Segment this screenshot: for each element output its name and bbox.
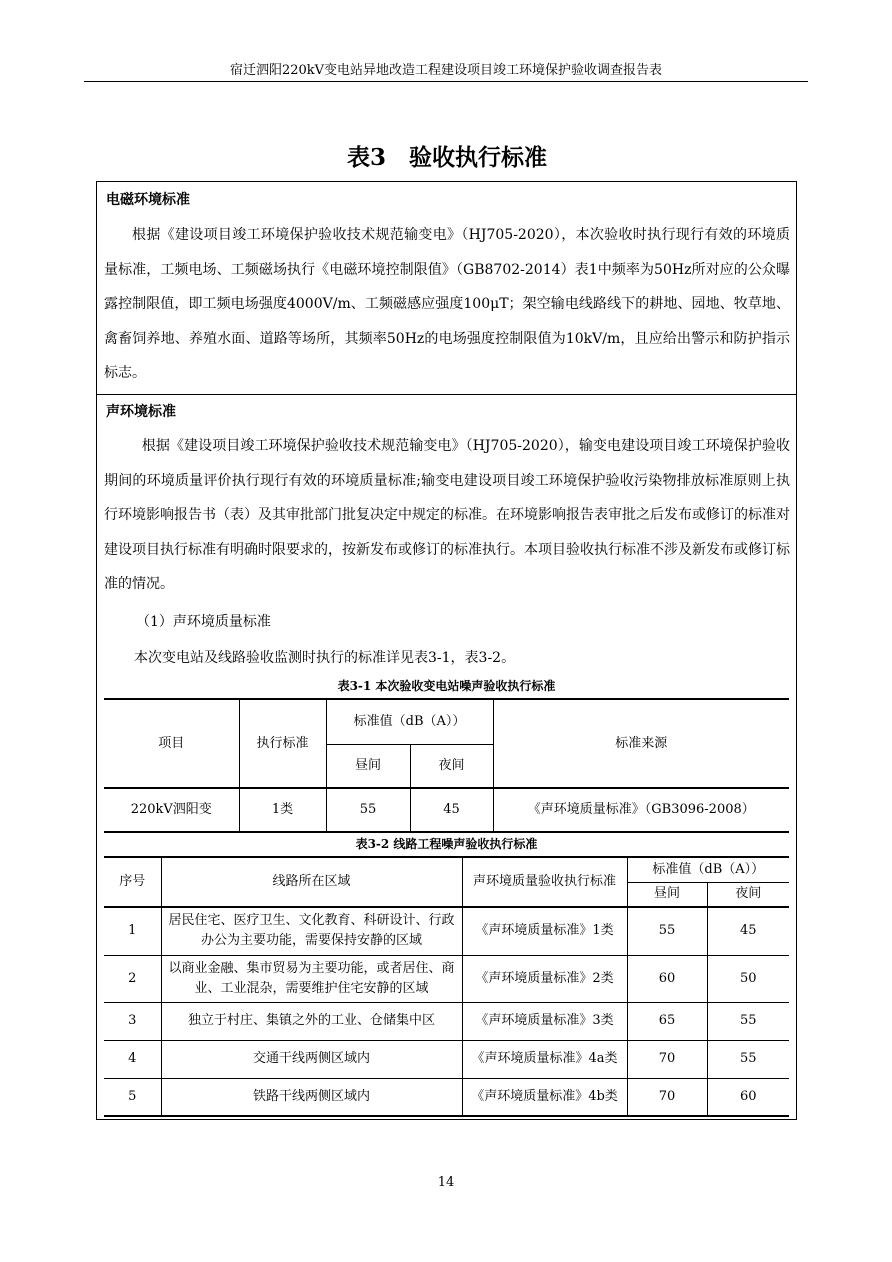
table2-cell-area: 铁路干线两侧区域内 [161, 1078, 462, 1116]
table2-header-value-group: 标准值（dB（A）） [627, 857, 789, 882]
table-row [104, 788, 789, 832]
table2-header-day: 昼间 [627, 882, 707, 907]
table2-header-no: 序号 [104, 857, 161, 907]
table-row [104, 907, 789, 955]
table1 [104, 698, 789, 833]
table2-cell-standard: 《声环境质量标准》1类 [462, 907, 627, 955]
page-title: 表3 验收执行标准 [346, 144, 547, 171]
header-rule [84, 81, 808, 82]
table2-cell-day: 70 [627, 1078, 707, 1116]
section-body-electromagnetic: 根据《建设项目竣工环境保护验收技术规范输变电》（HJ705-2020），本次验收时执行现行有效的环境质量标准，工频电场、工频磁场执行《电磁环境控制限值》（GB8702-2014）表1中频率为50Hz所对应的公众曝露控制限值，即工频电场强度4000V/m、工频磁感应强度100μT；架空输电线路线下的耕地、园地、牧草地、禽畜饲养地、养殖水面、道路等场所，其频率50Hz的电场强度控制限值为10kV/m，且应给出警示和防护指示标志。 [104, 227, 790, 381]
table2-cell-no: 3 [104, 1002, 161, 1040]
table2-cell-standard: 《声环境质量标准》4b类 [462, 1078, 627, 1116]
table1-caption: 表3-1 本次验收变电站噪声验收执行标准 [337, 679, 556, 693]
subheading-noise-quality: （1）声环境质量标准 [136, 614, 271, 630]
table1-header-item: 项目 [104, 699, 239, 788]
table2-cell-night: 45 [707, 907, 789, 955]
table2-cell-standard: 《声环境质量标准》2类 [462, 955, 627, 1002]
table1-header-standard: 执行标准 [239, 699, 326, 788]
table2-cell-night: 55 [707, 1040, 789, 1078]
table2-cell-day: 70 [627, 1040, 707, 1078]
table2-cell-no: 1 [104, 907, 161, 955]
table1-header-source: 标准来源 [493, 699, 789, 788]
table1-cell-item: 220kV泗阳变 [104, 788, 239, 832]
table2-cell-standard: 《声环境质量标准》3类 [462, 1002, 627, 1040]
table1-cell-day: 55 [326, 788, 410, 832]
table1-cell-night: 45 [410, 788, 493, 832]
table2-cell-standard: 《声环境质量标准》4a类 [462, 1040, 627, 1078]
table2-cell-area: 交通干线两侧区域内 [161, 1040, 462, 1078]
table2-header-standard: 声环境质量验收执行标准 [462, 857, 627, 907]
table1-cell-standard: 1类 [239, 788, 326, 832]
table2-cell-area: 居民住宅、医疗卫生、文化教育、科研设计、行政办公为主要功能，需要保持安静的区域 [161, 907, 462, 955]
table-row [104, 955, 789, 1002]
table-row [104, 1002, 789, 1040]
table2-header-area: 线路所在区域 [161, 857, 462, 907]
section-divider [96, 394, 797, 395]
table1-header-value-group: 标准值（dB（A）） [326, 699, 493, 744]
table1-header-night: 夜间 [410, 744, 493, 788]
table2-cell-night: 50 [707, 955, 789, 1002]
section-heading-acoustic: 声环境标准 [106, 404, 176, 420]
table2-cell-day: 65 [627, 1002, 707, 1040]
table-row [104, 1078, 789, 1116]
table2 [104, 856, 789, 1117]
table2-header-night: 夜间 [707, 882, 789, 907]
table2-cell-night: 60 [707, 1078, 789, 1116]
table2-cell-day: 55 [627, 907, 707, 955]
table1-header-day: 昼间 [326, 744, 410, 788]
table1-cell-source: 《声环境质量标准》（GB3096-2008） [493, 788, 789, 832]
table2-caption: 表3-2 线路工程噪声验收执行标准 [355, 837, 538, 851]
table2-cell-no: 5 [104, 1078, 161, 1116]
table2-cell-no: 2 [104, 955, 161, 1002]
section-heading-electromagnetic: 电磁环境标准 [106, 192, 190, 208]
table2-cell-no: 4 [104, 1040, 161, 1078]
page-number: 14 [437, 1175, 455, 1190]
table2-cell-night: 55 [707, 1002, 789, 1040]
table-row [104, 1040, 789, 1078]
table2-cell-area: 以商业金融、集市贸易为主要功能，或者居住、商业、工业混杂，需要维护住宅安静的区域 [161, 955, 462, 1002]
section-body-acoustic: 根据《建设项目竣工环境保护验收技术规范输变电》（HJ705-2020），输变电建设项目竣工环境保护验收期间的环境质量评价执行现行有效的环境质量标准;输变电建设项目竣工环境保护验收污染物排放标准原则上执行环境影响报告书（表）及其审批部门批复决定中规定的标准。在环境影响报告表审批之后发布或修订的标准对建设项目执行标准有明确时限要求的，按新发布或修订的标准执行。本项目验收执行标准不涉及新发布或修订标准的情况。 [104, 438, 790, 592]
running-header: 宿迁泗阳220kV变电站异地改造工程建设项目竣工环境保护验收调查报告表 [229, 63, 663, 78]
table2-cell-area: 独立于村庄、集镇之外的工业、仓储集中区 [161, 1002, 462, 1040]
table2-cell-day: 60 [627, 955, 707, 1002]
tables-intro: 本次变电站及线路验收监测时执行的标准详见表3-1，表3-2。 [134, 650, 516, 666]
